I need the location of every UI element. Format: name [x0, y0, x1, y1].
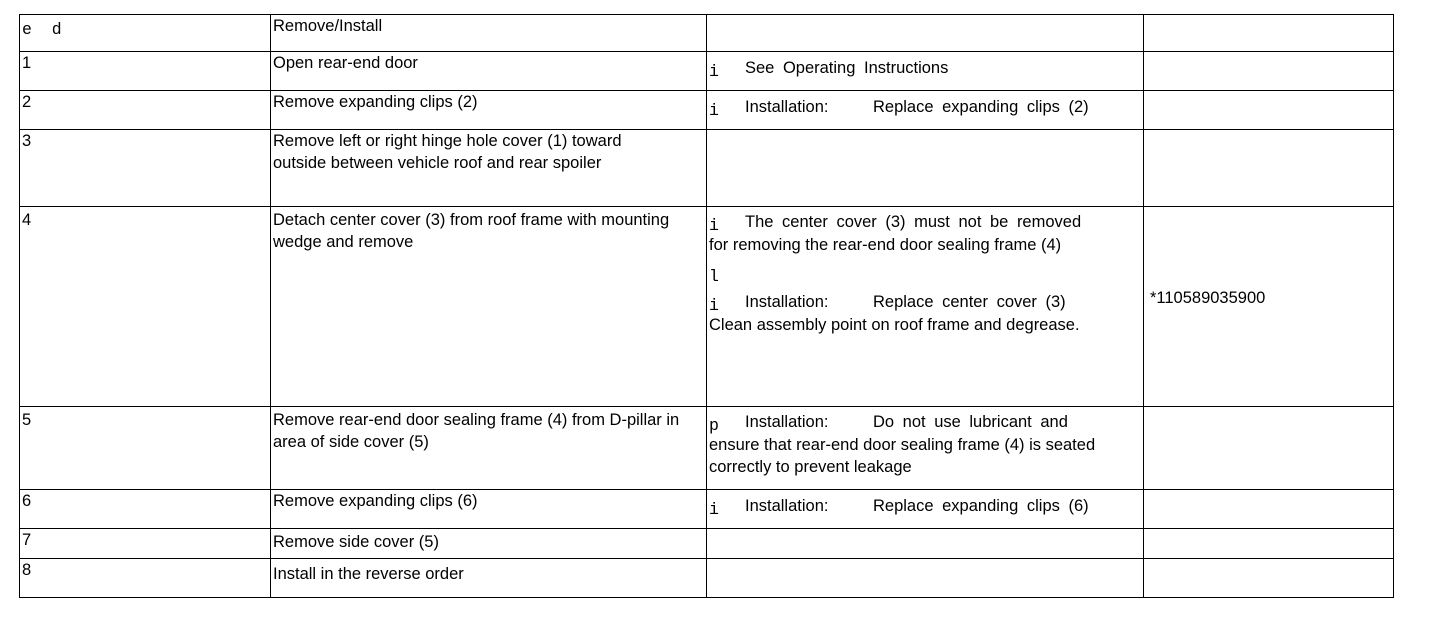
step-action: Detach center cover (3) from roof frame with mounting wedge and remove [271, 207, 707, 407]
step-number: 8 [20, 559, 271, 598]
table-row [20, 130, 1394, 207]
note-label: Installation: [745, 293, 829, 311]
table-row [20, 529, 1394, 559]
table-row [20, 207, 1394, 407]
warning-symbol: p [709, 416, 719, 435]
step-action: Remove left or right hinge hole cover (1) toward outside between vehicle roof and rear spoiler [271, 130, 707, 207]
step-ref [1144, 52, 1394, 91]
step-action: Remove expanding clips (6) [271, 490, 707, 529]
step-note [707, 529, 1144, 559]
note-text: Replace expanding clips (2) [873, 98, 1089, 116]
step-number: 2 [20, 91, 271, 130]
step-ref [1144, 529, 1394, 559]
header-title-cell [271, 15, 707, 52]
step-ref [1144, 130, 1394, 207]
table-row [20, 91, 1394, 130]
header-code-cell [20, 15, 271, 52]
note-text: Do not use lubricant and [873, 413, 1068, 431]
note-line [709, 291, 1141, 314]
step-action: Install in the reverse order [271, 559, 707, 598]
step-number: 6 [20, 490, 271, 529]
step-number: 5 [20, 407, 271, 490]
note-line [709, 411, 1141, 434]
note-text-rest: for removing the rear-end door sealing frame (4) [709, 236, 1062, 254]
procedure-table [19, 14, 1394, 598]
table-header-row [20, 15, 1394, 52]
table-row [20, 490, 1394, 529]
step-note [707, 490, 1144, 529]
step-action: Open rear-end door [271, 52, 707, 91]
step-ref [1144, 91, 1394, 130]
note-text: Replace expanding clips (6) [873, 497, 1089, 515]
step-note [707, 91, 1144, 130]
info-symbol: i [709, 500, 719, 519]
step-note [707, 52, 1144, 91]
step-ref [1144, 559, 1394, 598]
step-action: Remove rear-end door sealing frame (4) from D-pillar in area of side cover (5) [271, 407, 707, 490]
note-text: See Operating Instructions [745, 59, 949, 77]
step-action: Remove side cover (5) [271, 529, 707, 559]
table-row [20, 52, 1394, 91]
header-code: e d [22, 20, 62, 39]
step-number: 4 [20, 207, 271, 407]
note-line [709, 262, 1141, 285]
note-text-rest: ensure that rear-end door sealing frame (4) is seated correctly to prevent leakage [709, 436, 1096, 476]
info-symbol: i [709, 62, 719, 81]
step-number: 7 [20, 529, 271, 559]
note-label: Installation: [745, 497, 829, 515]
step-note [707, 207, 1144, 407]
header-title: Remove/Install [273, 17, 383, 35]
step-number: 1 [20, 52, 271, 91]
step-action: Remove expanding clips (2) [271, 91, 707, 130]
note-text: Replace center cover (3) [873, 293, 1066, 311]
step-note [707, 130, 1144, 207]
header-notes-cell [707, 15, 1144, 52]
note-label: Installation: [745, 98, 829, 116]
note-text-rest: Clean assembly point on roof frame and degrease. [709, 316, 1080, 334]
step-number: 3 [20, 130, 271, 207]
step-ref [1144, 407, 1394, 490]
link-symbol: l [709, 267, 719, 286]
note-text: The center cover (3) must not be removed [745, 213, 1082, 231]
step-note [707, 407, 1144, 490]
table-row [20, 407, 1394, 490]
note-line [709, 211, 1141, 234]
info-symbol: i [709, 296, 719, 315]
info-symbol: i [709, 101, 719, 120]
note-label: Installation: [745, 413, 829, 431]
step-note [707, 559, 1144, 598]
step-ref [1144, 490, 1394, 529]
header-ref-cell [1144, 15, 1394, 52]
info-symbol: i [709, 216, 719, 235]
step-ref: *110589035900 [1144, 207, 1394, 407]
table-row [20, 559, 1394, 598]
